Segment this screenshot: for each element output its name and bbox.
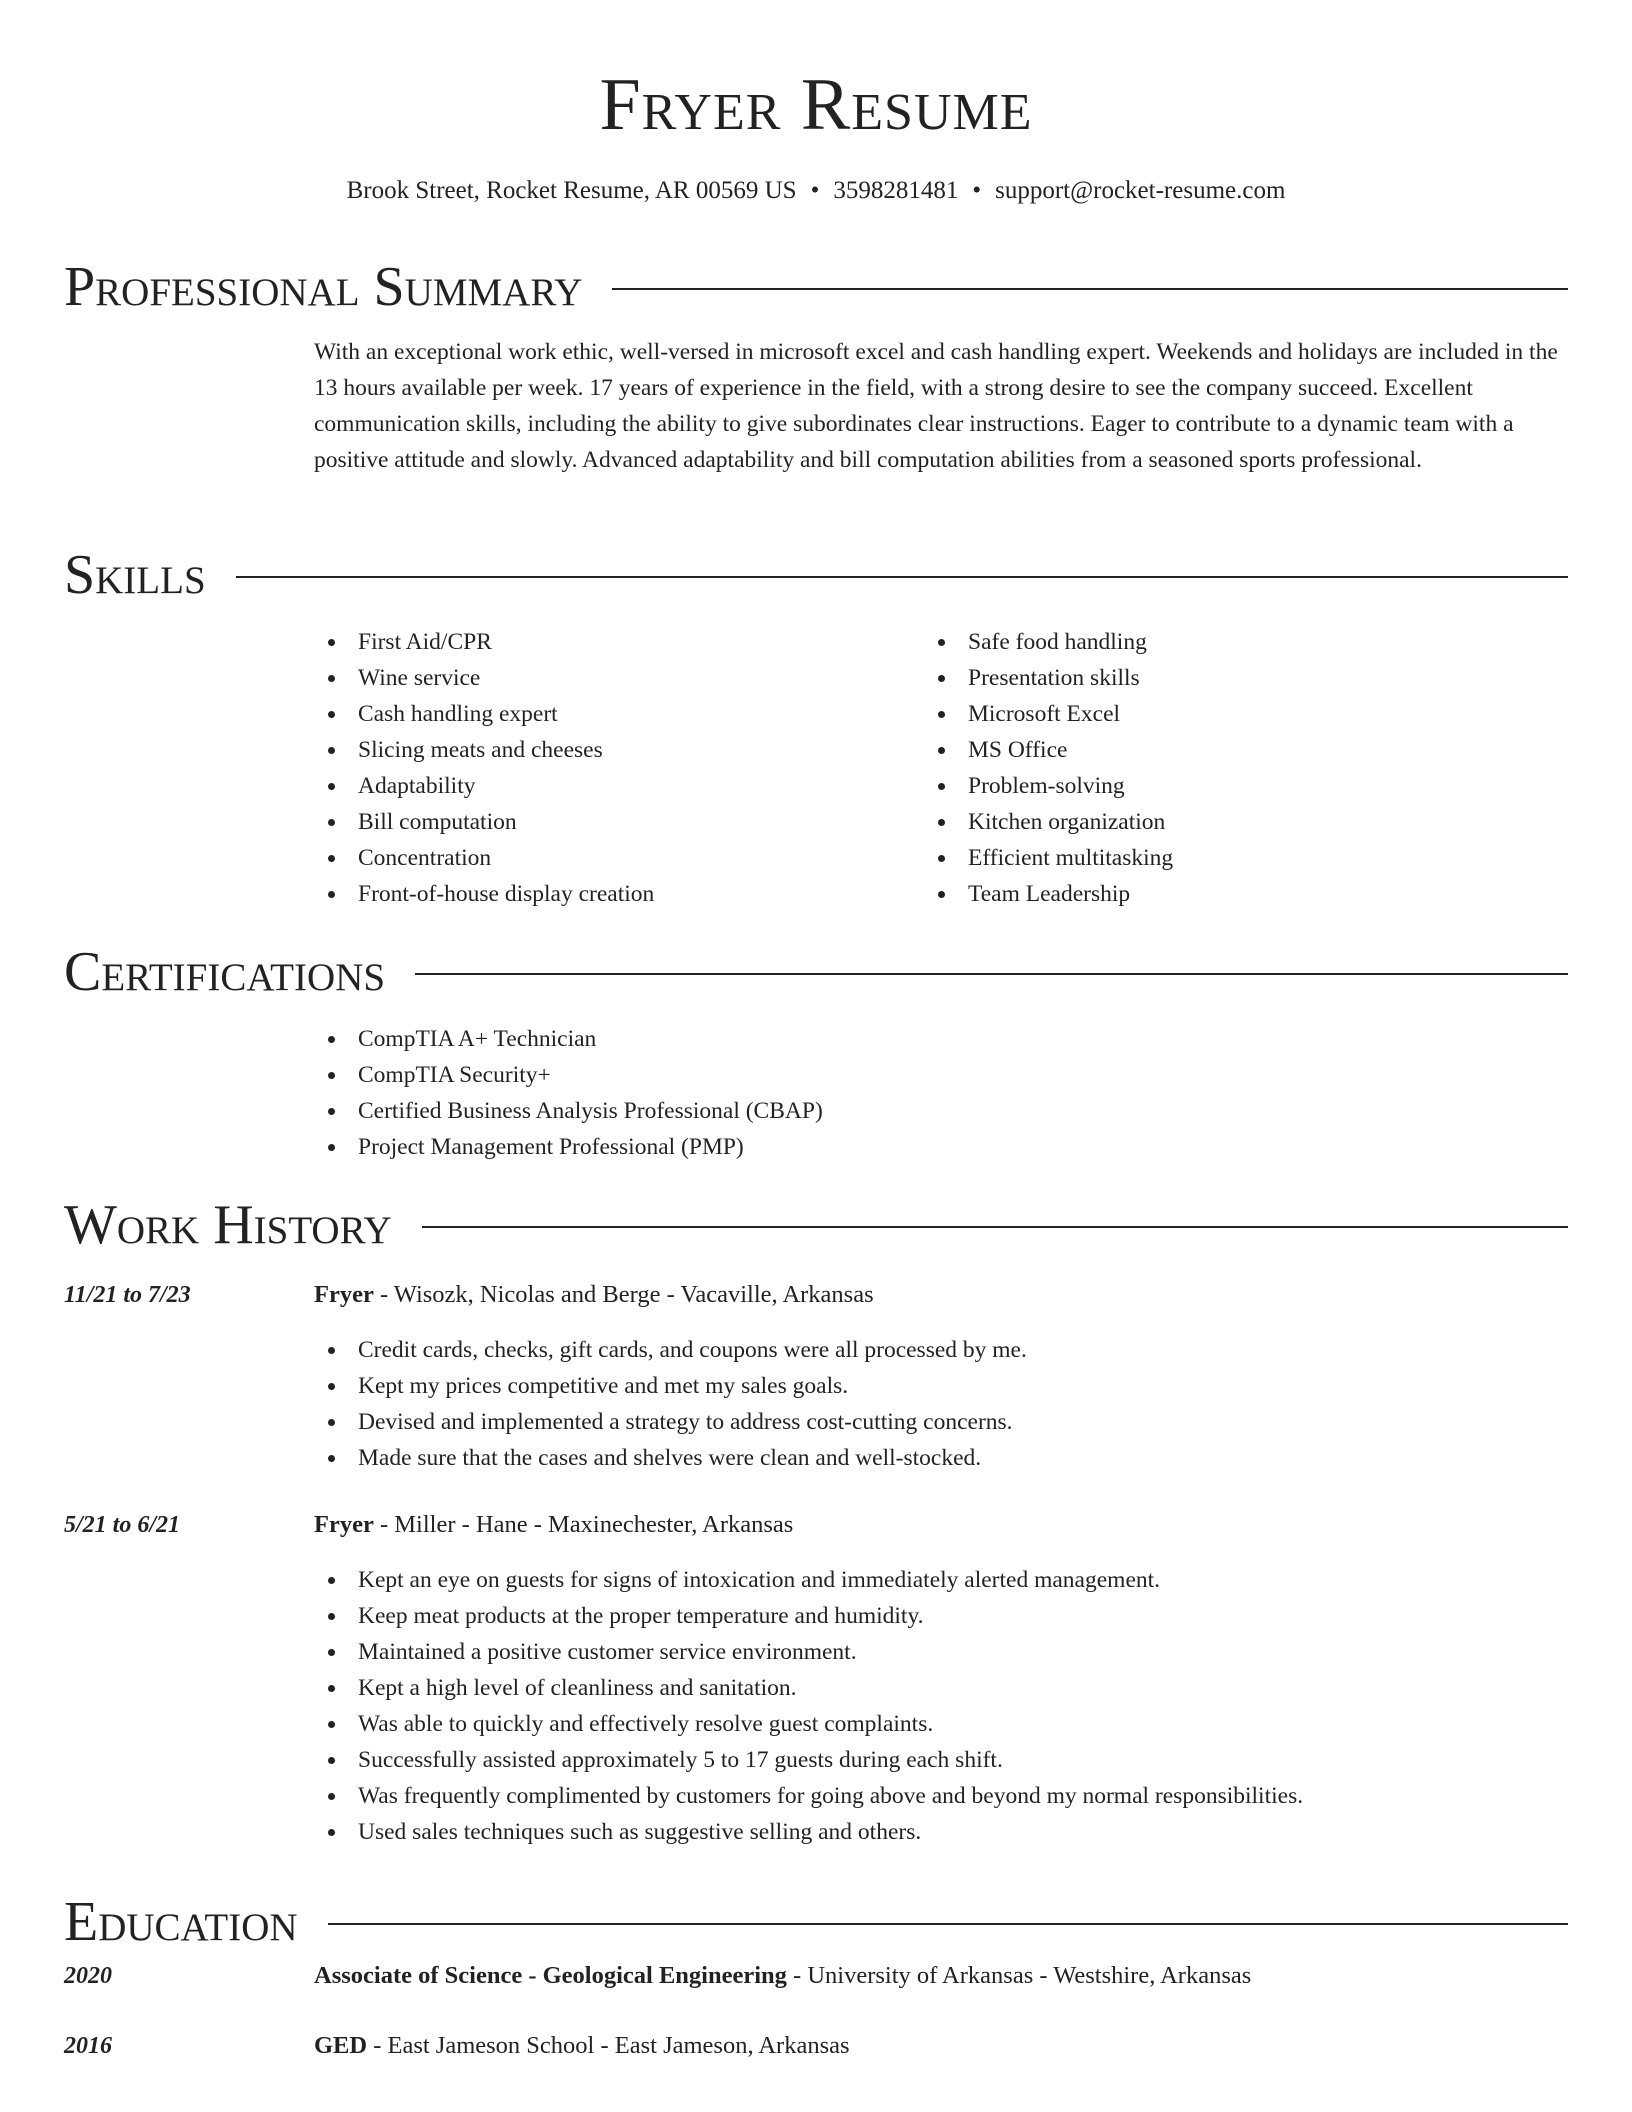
section-rule bbox=[422, 1226, 1568, 1228]
section-heading-summary bbox=[64, 252, 1568, 322]
section-heading-education bbox=[64, 1887, 1568, 1957]
skill-item: Cash handling expert bbox=[314, 696, 654, 732]
job-bullet: Devised and implemented a strategy to address cost-cutting concerns. bbox=[314, 1404, 1027, 1440]
section-rule bbox=[415, 973, 1568, 975]
contact-phone: 3598281481 bbox=[833, 177, 959, 204]
certifications-list bbox=[314, 1021, 823, 1165]
skill-item: Adaptability bbox=[314, 768, 654, 804]
job-bullets bbox=[314, 1332, 1027, 1476]
education-line bbox=[314, 2028, 850, 2064]
skills-right-column bbox=[924, 624, 1173, 912]
job-bullet: Was able to quickly and effectively resolve guest complaints. bbox=[314, 1706, 1303, 1742]
section-heading-work-history bbox=[64, 1190, 1568, 1260]
education-details: - University of Arkansas - Westshire, Arkansas bbox=[786, 1962, 1252, 1989]
skill-item: Microsoft Excel bbox=[924, 696, 1173, 732]
skill-item: MS Office bbox=[924, 732, 1173, 768]
education-degree: GED bbox=[314, 2032, 368, 2059]
job-title: Fryer bbox=[314, 1281, 374, 1308]
job-bullet: Successfully assisted approximately 5 to 17 guests during each shift. bbox=[314, 1742, 1303, 1778]
certification-item: CompTIA Security+ bbox=[314, 1057, 823, 1093]
job-bullets bbox=[314, 1562, 1303, 1850]
summary-text: With an exceptional work ethic, well-versed in microsoft excel and cash handling expert. Weekends and holidays are included in the 13 hours available per week. 17 years of experience in the field, with a strong desire to see the company succeed. Excellent communication skills, including the ability to give subordinates clear instructions. Eager to contribute to a dynamic team with a positive attitude and slowly. Advanced adaptability and bill computation abilities from a seasoned sports professional. bbox=[314, 339, 1558, 473]
skill-item: First Aid/CPR bbox=[314, 624, 654, 660]
section-title: Education bbox=[64, 1891, 298, 1953]
job-bullet: Was frequently complimented by customers for going above and beyond my normal responsibilities. bbox=[314, 1778, 1303, 1814]
section-rule bbox=[236, 576, 1568, 578]
job-dates: 11/21 to 7/23 bbox=[64, 1282, 191, 1308]
job-bullet: Maintained a positive customer service environment. bbox=[314, 1634, 1303, 1670]
job-bullet: Kept a high level of cleanliness and sanitation. bbox=[314, 1670, 1303, 1706]
section-rule bbox=[612, 288, 1568, 290]
contact-separator: • bbox=[810, 177, 820, 204]
job-details: - Miller - Hane - Maxinechester, Arkansas bbox=[373, 1511, 794, 1538]
skill-item: Problem-solving bbox=[924, 768, 1173, 804]
skill-item: Slicing meats and cheeses bbox=[314, 732, 654, 768]
job-bullet: Used sales techniques such as suggestive selling and others. bbox=[314, 1814, 1303, 1850]
section-title: Professional Summary bbox=[64, 256, 583, 318]
section-heading-skills bbox=[64, 540, 1568, 610]
contact-address: Brook Street, Rocket Resume, AR 00569 US bbox=[346, 177, 797, 204]
section-title: Work History bbox=[64, 1194, 392, 1256]
skill-item: Efficient multitasking bbox=[924, 840, 1173, 876]
education-year: 2016 bbox=[64, 2033, 112, 2059]
section-title: Skills bbox=[64, 544, 206, 606]
skills-left-column bbox=[314, 624, 654, 912]
skill-item: Kitchen organization bbox=[924, 804, 1173, 840]
skill-item: Wine service bbox=[314, 660, 654, 696]
certification-item: Certified Business Analysis Professional (CBAP) bbox=[314, 1093, 823, 1129]
certification-item: Project Management Professional (PMP) bbox=[314, 1129, 823, 1165]
contact-separator: • bbox=[972, 177, 982, 204]
skill-item: Concentration bbox=[314, 840, 654, 876]
job-bullet: Keep meat products at the proper temperature and humidity. bbox=[314, 1598, 1303, 1634]
job-title-line bbox=[314, 1507, 793, 1543]
section-heading-certifications bbox=[64, 937, 1568, 1007]
job-title: Fryer bbox=[314, 1511, 374, 1538]
education-degree: Associate of Science - Geological Engineering bbox=[314, 1962, 787, 1989]
certification-item: CompTIA A+ Technician bbox=[314, 1021, 823, 1057]
education-details: - East Jameson School - East Jameson, Arkansas bbox=[367, 2032, 850, 2059]
skill-item: Bill computation bbox=[314, 804, 654, 840]
contact-line bbox=[0, 174, 1632, 208]
job-bullet: Kept an eye on guests for signs of intoxication and immediately alerted management. bbox=[314, 1562, 1303, 1598]
skill-item: Safe food handling bbox=[924, 624, 1173, 660]
job-details: - Wisozk, Nicolas and Berge - Vacaville, Arkansas bbox=[373, 1281, 874, 1308]
skill-item: Team Leadership bbox=[924, 876, 1173, 912]
skill-item: Front-of-house display creation bbox=[314, 876, 654, 912]
job-title-line bbox=[314, 1277, 874, 1313]
section-rule bbox=[328, 1923, 1568, 1925]
education-year: 2020 bbox=[64, 1963, 112, 1989]
job-bullet: Credit cards, checks, gift cards, and coupons were all processed by me. bbox=[314, 1332, 1027, 1368]
skill-item: Presentation skills bbox=[924, 660, 1173, 696]
job-bullet: Made sure that the cases and shelves were clean and well-stocked. bbox=[314, 1440, 1027, 1476]
resume-name: Fryer Resume bbox=[599, 64, 1033, 146]
contact-email: support@rocket-resume.com bbox=[995, 177, 1286, 204]
job-bullet: Kept my prices competitive and met my sales goals. bbox=[314, 1368, 1027, 1404]
job-dates: 5/21 to 6/21 bbox=[64, 1512, 181, 1538]
education-line bbox=[314, 1958, 1251, 1994]
section-title: Certifications bbox=[64, 941, 386, 1003]
